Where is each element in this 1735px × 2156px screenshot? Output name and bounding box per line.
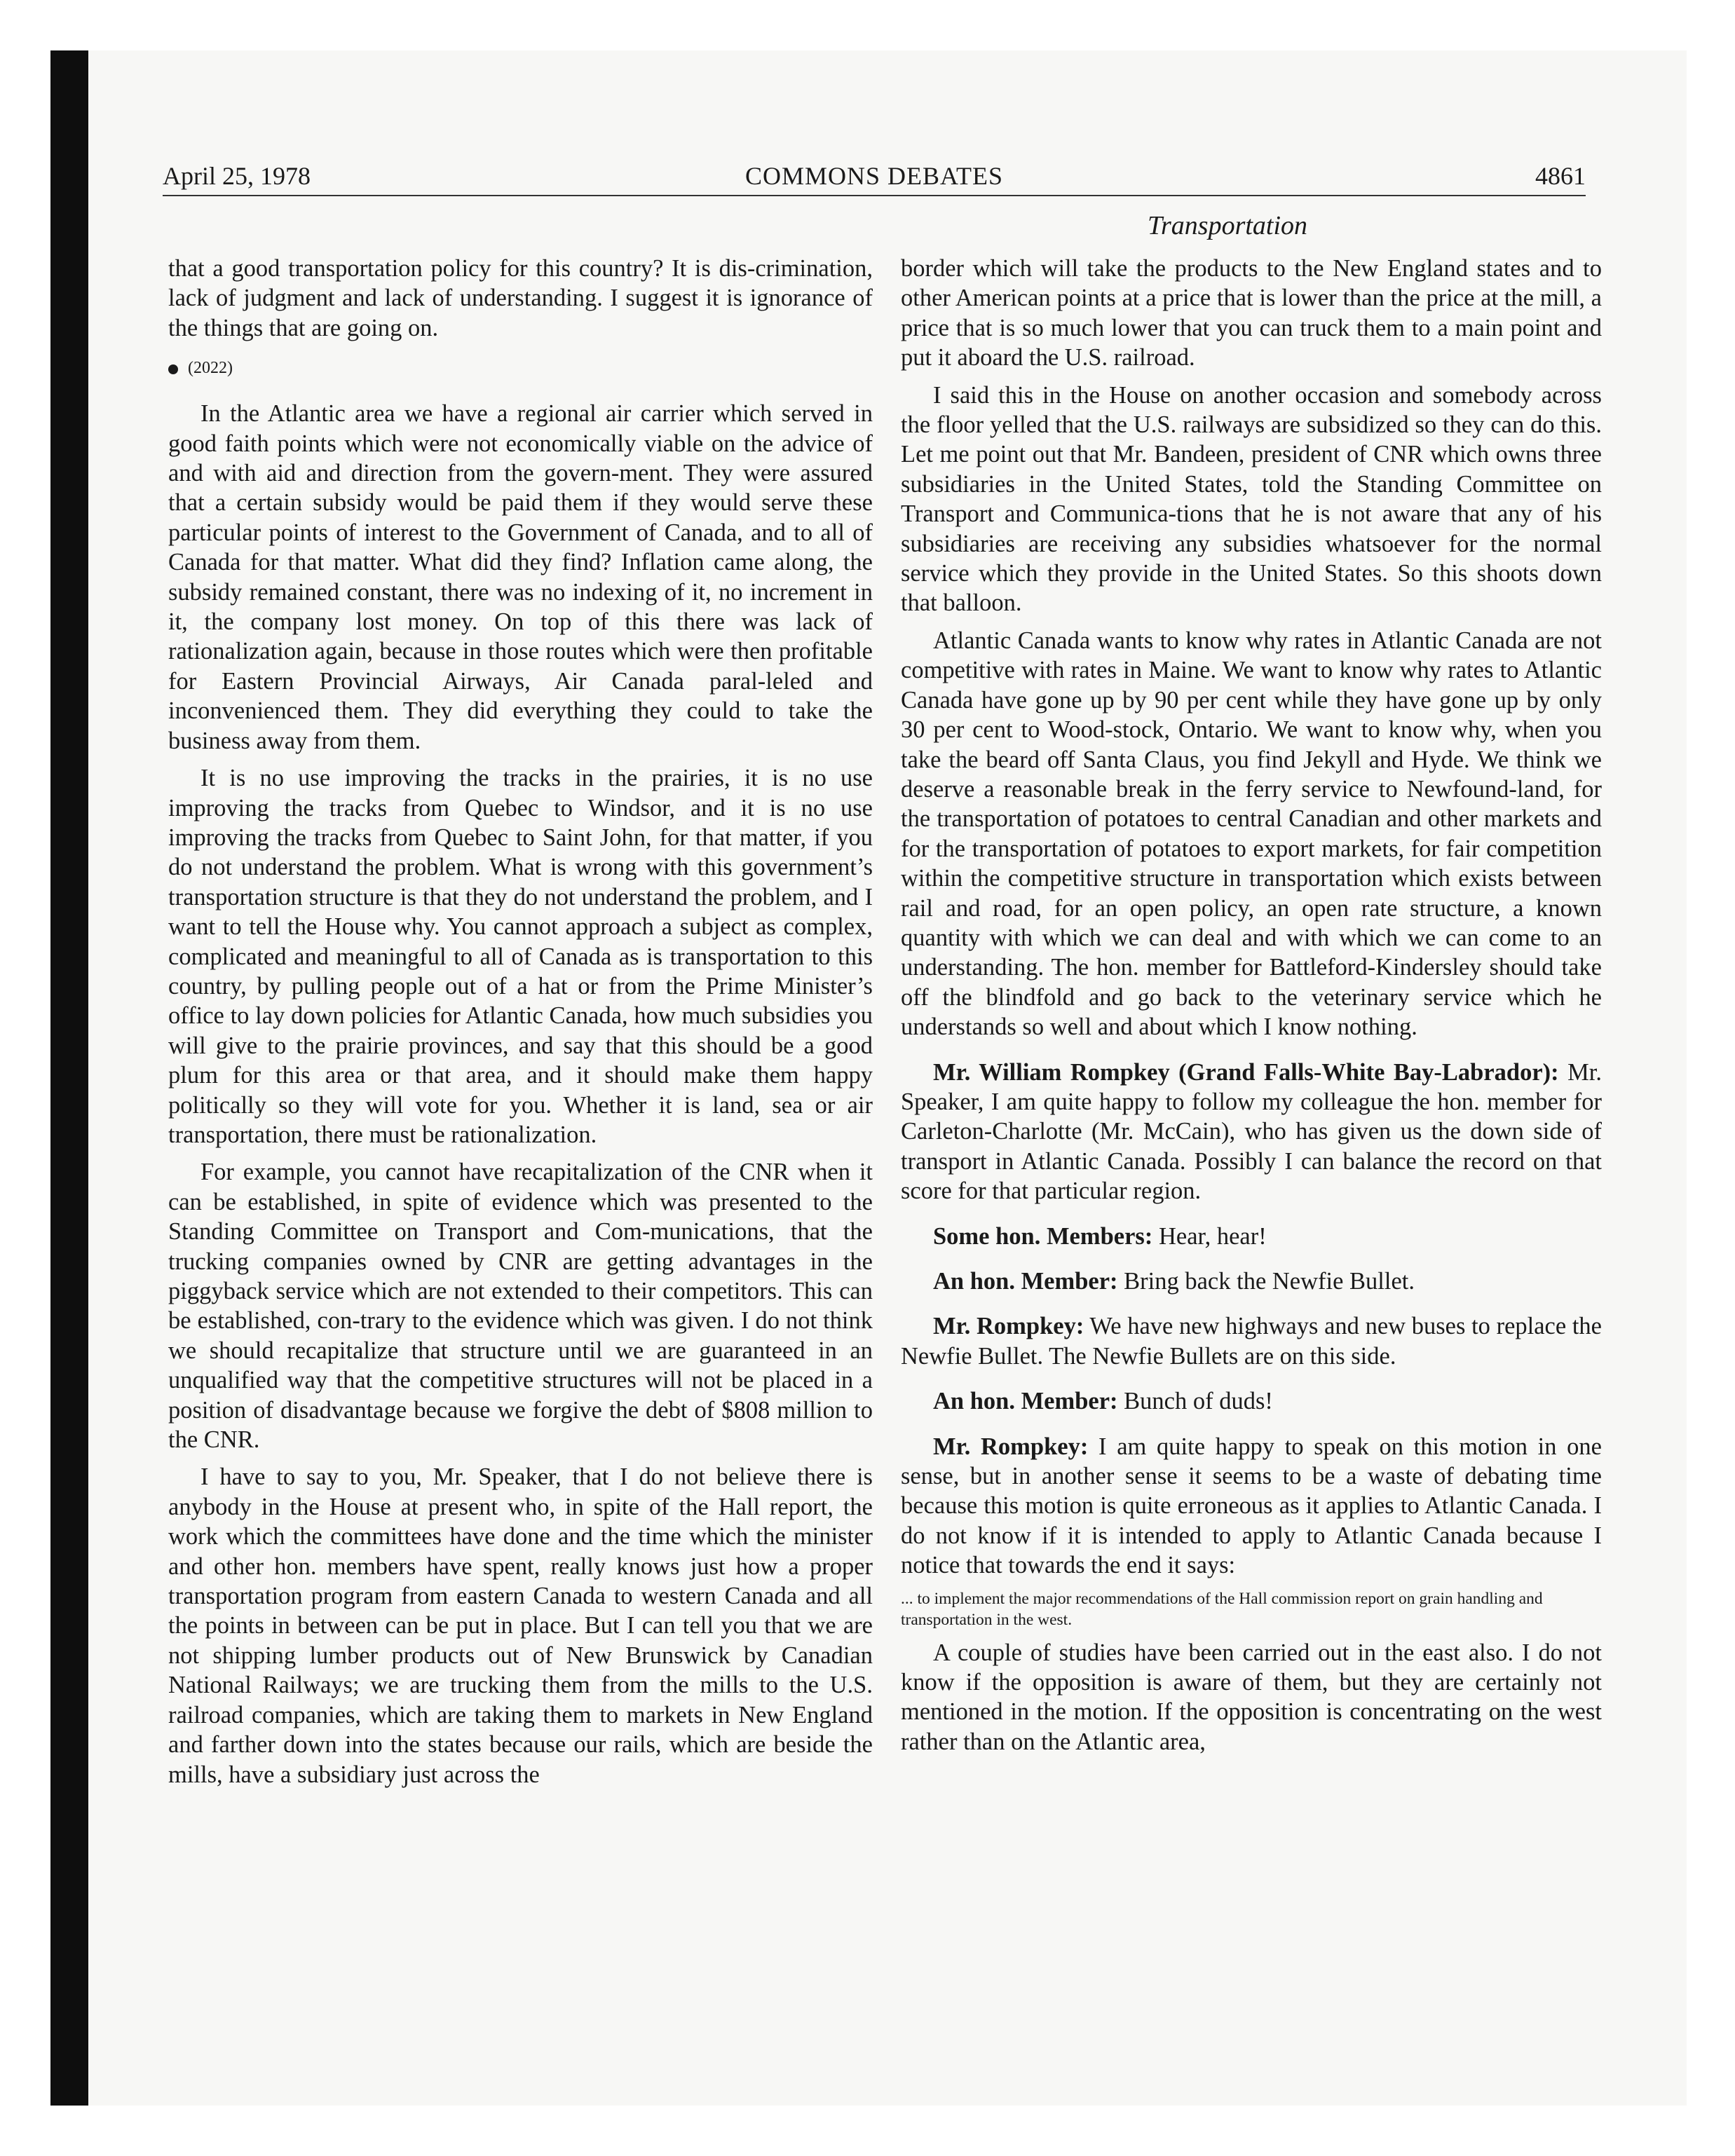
scan-edge-strip	[50, 50, 88, 2106]
paragraph: For example, you cannot have recapitalization of the CNR when it can be established, in spite of evidence which was presented to the Standing Committee on Transport and Com-munications, that the trucking companies owned by CNR are getting advantages in the piggyback service which are not extended to their competitors. This can be established, con-trary to the evidence which was given. I do not think we should recapitalize that structure until we are guaranteed in an unqualified way that the competitive structures will not be placed in a position of disadvantage because we forgive the debt of $808 million to the CNR.	[168, 1159, 873, 1454]
speech	[901, 1432, 1602, 1581]
time-marker	[168, 358, 873, 378]
speaker-name: An hon. Member:	[933, 1388, 1118, 1415]
paragraph: I said this in the House on another occasion and somebody across the floor yelled that the U.S. railways are subsidized so they can do this. Let me point out that Mr. Bandeen, president of CNR which owns three subsidiaries in the United States, told the Standing Committee on Transport and Communica-tions that he is not aware that any of his subsidiaries are receiving any subsidies whatsoever for the normal service which they provide in the United States. So this shoots down that balloon.	[901, 381, 1602, 617]
paragraph: It is no use improving the tracks in the prairies, it is no use improving the tracks from Quebec to Windsor, and it is no use improving the tracks from Quebec to Saint John, for that matter, if you do not understand the problem. What is wrong with this government’s transportation structure is that they do not understand the problem, and I want to tell the House why. You cannot approach a subject as complex, complicated and meaningful to all of Canada as is transportation to this country, by pulling people out of a hat or from the Prime Minister’s office to lay down policies for Atlantic Canada, how much subsidies you will give to the prairie provinces, and say that this should be a good plum for this area or that area, and it should make them happy politically so they will vote for you. Whether it is land, sea or air transportation, there must be rationalization.	[168, 765, 873, 1148]
left-column	[168, 254, 873, 1797]
speech	[901, 1222, 1602, 1251]
time-marker-text: (2022)	[188, 359, 233, 378]
paragraph: A couple of studies have been carried out in the east also. I do not know if the opposition is aware of them, but they are certainly not mentioned in the motion. If the opposition is concentrating on the west rather than on the Atlantic area,	[901, 1639, 1602, 1755]
speech-text: I am quite happy to speak on this motion in one sense, but in another sense it seems to be a waste of debating time because this motion is quite erroneous as it applies to Atlantic Canada. I do not know if it is intended to apply to Atlantic Canada because I notice that towards the end it says:	[901, 1433, 1602, 1579]
speech	[901, 1311, 1602, 1371]
speaker-name: Mr. Rompkey:	[933, 1313, 1084, 1340]
bullet-icon	[168, 364, 178, 374]
header-title: COMMONS DEBATES	[744, 162, 1004, 190]
speech-text: Bunch of duds!	[1124, 1388, 1273, 1415]
block-quote: ... to implement the major recommendations of the Hall commission report on grain handling and transportation in the west.	[901, 1589, 1543, 1629]
header-date: April 25, 1978	[163, 162, 311, 190]
speech-text: Mr. Speaker, I am quite happy to follow my colleague the hon. member for Carleton-Charlotte (Mr. McCain), who has given us the down side of transport in Atlantic Canada. Possibly I can balance the record on that score for that particular region.	[901, 1058, 1602, 1205]
paragraph: that a good transportation policy for this country? It is dis-crimination, lack of judgment and lack of understanding. I suggest it is ignorance of the things that are going on.	[168, 255, 873, 341]
right-column	[901, 254, 1602, 1764]
speech-text: Hear, hear!	[1158, 1222, 1267, 1250]
paragraph: Atlantic Canada wants to know why rates in Atlantic Canada are not competitive with rates in Maine. We want to know why rates to Atlantic Canada have gone up by 90 per cent while they have gone up by only 30 per cent to Wood-stock, Ontario. We want to know why, when you take the beard off Santa Claus, you find Jekyll and Hyde. We think we deserve a reasonable break in the ferry service to Newfound-land, for the transportation of potatoes to central Canadian and other markets and for the transportation of potatoes to export markets, for fair competition within the competitive structure in transportation which exists between rail and road, for an open policy, an open rate structure, a known quantity with which we can deal and with which we can come to an understanding. The hon. member for Battleford-Kindersley should take off the blindfold and go back to the veterinary service which he understands so well and about which I know nothing.	[901, 627, 1602, 1041]
speaker-name: An hon. Member:	[933, 1268, 1118, 1295]
speech	[901, 1386, 1602, 1416]
paragraph: border which will take the products to the New England states and to other American points at a price that is lower than the price at the mill, a price that is so much lower that you can truck them to a main point and put it aboard the U.S. railroad.	[901, 255, 1602, 371]
paragraph: In the Atlantic area we have a regional air carrier which served in good faith points which were not economically viable on the advice of and with aid and direction from the govern-ment. They were assured that a certain subsidy would be paid them if they would serve these particular points of interest to the Government of Canada, and to all of Canada for that matter. What did they find? Inflation came along, the subsidy remained constant, there was no indexing of it, no increment in it, the company lost money. On top of this there was lack of rationalization again, because in those routes which were then profitable for Eastern Provincial Airways, Air Canada paral-leled and inconvenienced them. They did everything they could to take the business away from them.	[168, 400, 873, 754]
speech-text: We have new highways and new buses to replace the Newfie Bullet. The Newfie Bullets are on this side.	[901, 1313, 1602, 1370]
page-header	[163, 160, 1586, 196]
speaker-name: Mr. William Rompkey (Grand Falls-White Bay-Labrador):	[933, 1058, 1559, 1086]
section-title: Transportation	[1147, 211, 1308, 240]
speech-text: Bring back the Newfie Bullet.	[1124, 1268, 1415, 1295]
paragraph: I have to say to you, Mr. Speaker, that I do not believe there is anybody in the House at present who, in spite of the Hall report, the work which the committees have done and the time which the minister and other hon. members have spent, really knows just how a proper transportation program from eastern Canada to western Canada and all the points in between can be put in place. But I can tell you that we are not shipping lumber products out of New Brunswick by Canadian National Railways; we are trucking them from the mills to the U.S. railroad companies, which are taking them to markets in New England and farther down into the states because our rails, which are beside the mills, have a subsidiary just across the	[168, 1464, 873, 1788]
speech	[901, 1267, 1602, 1296]
speaker-name: Some hon. Members:	[933, 1222, 1153, 1250]
header-page-number: 4861	[1535, 162, 1586, 190]
speaker-name: Mr. Rompkey:	[933, 1433, 1089, 1460]
speech	[901, 1058, 1602, 1206]
